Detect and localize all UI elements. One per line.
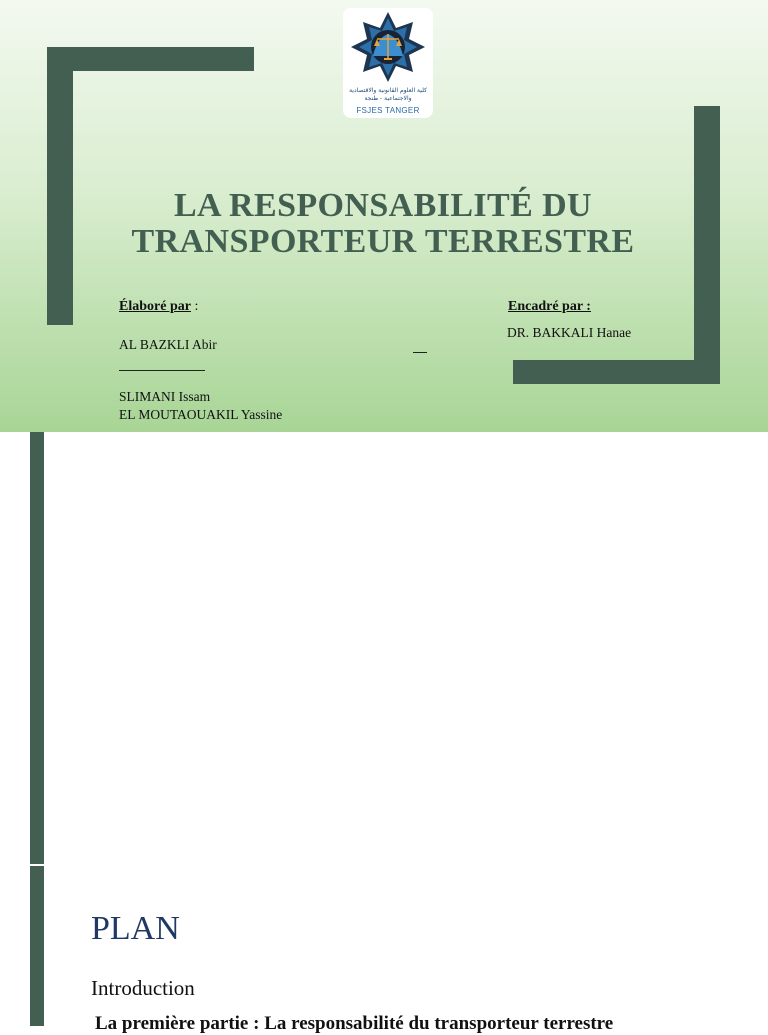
bracket-bottom-right-horizontal xyxy=(513,360,720,384)
left-accent-bar-top xyxy=(30,432,44,864)
author-separator-line xyxy=(119,370,205,371)
plan-slide xyxy=(0,432,768,1034)
title-line-1: LA RESPONSABILITÉ DU xyxy=(173,187,592,224)
center-dash xyxy=(413,352,427,353)
bracket-top-left-vertical xyxy=(47,47,73,325)
bracket-top-left-horizontal xyxy=(47,47,254,71)
scales-emblem-icon xyxy=(343,8,433,90)
title-slide xyxy=(0,0,768,432)
plan-introduction: Introduction xyxy=(91,976,195,1000)
slide-title xyxy=(90,188,676,260)
elabore-label xyxy=(119,299,198,315)
plan-title: PLAN xyxy=(91,910,180,947)
author-1: AL BAZKLI Abir xyxy=(119,337,217,352)
elabore-colon: : xyxy=(190,299,199,314)
title-line-2: TRANSPORTEUR TERRESTRE xyxy=(131,223,635,260)
left-accent-bar-bottom xyxy=(30,866,44,1026)
elabore-label-text: Élaboré par xyxy=(119,299,191,314)
bracket-bottom-right-vertical xyxy=(694,106,720,384)
encadre-label xyxy=(508,299,591,315)
author-3: EL MOUTAOUAKIL Yassine xyxy=(119,407,283,422)
plan-part-1: La première partie : La responsabilité du transporteur terrestre xyxy=(95,1013,614,1034)
faculty-logo xyxy=(343,8,433,118)
author-2: SLIMANI Issam xyxy=(119,389,211,404)
supervisor-name: DR. BAKKALI Hanae xyxy=(507,325,632,340)
logo-arabic-caption: كلية العلوم القانونية والاقتصادية والاجتماعية - طنجة xyxy=(349,87,427,102)
logo-caption: FSJES TANGER xyxy=(356,106,420,115)
encadre-label-text: Encadré par : xyxy=(508,299,591,314)
